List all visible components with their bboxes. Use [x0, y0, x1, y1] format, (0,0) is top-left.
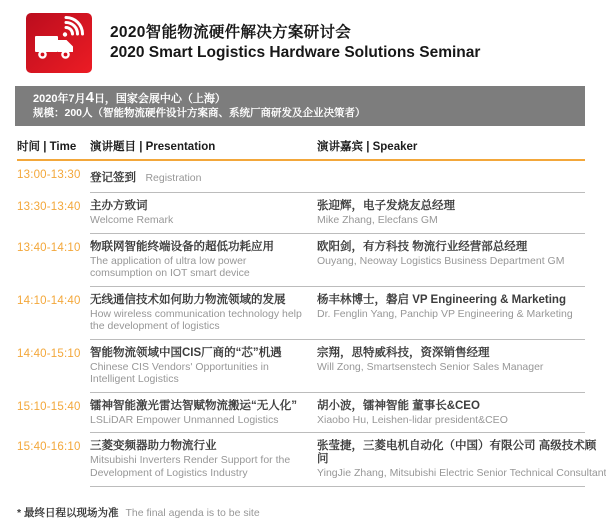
- agenda-row: [17, 161, 585, 192]
- session-time: 14:10-14:40: [17, 294, 81, 307]
- event-info-banner: [15, 86, 585, 126]
- speaker-name-en: Xiaobo Hu, Leishen-lidar president&CEO: [317, 413, 508, 426]
- speaker-name-en: YingJie Zhang, Mitsubishi Electric Senior Technical Consultant: [317, 467, 606, 479]
- session-time: 14:40-15:10: [17, 347, 81, 360]
- speaker-name-en: Ouyang, Neoway Logistics Business Department GM: [317, 254, 565, 267]
- event-date-prefix: 2020年7月: [33, 93, 86, 105]
- agenda-table: [17, 138, 606, 487]
- presentation-title-en: How wireless communication technology help the development of logistics: [90, 307, 302, 332]
- session-time: 15:40-16:10: [17, 441, 81, 453]
- session-presentation: [90, 168, 317, 186]
- column-header-presentation: 演讲题目 | Presentation: [90, 141, 216, 153]
- session-speaker: [317, 440, 606, 480]
- presentation-title-zh: 无线通信技术如何助力物流领域的发展: [90, 293, 286, 306]
- speaker-name-zh: 张莹捷，三菱电机自动化（中国）有限公司 高级技术顾问: [317, 440, 597, 465]
- session-presentation: [90, 294, 317, 333]
- agenda-rows: [17, 161, 606, 487]
- event-date-day: 4: [85, 89, 94, 106]
- session-time: 13:00-13:30: [17, 169, 81, 181]
- agenda-row: [17, 340, 585, 392]
- agenda-footnote: [17, 505, 585, 520]
- presentation-title-en: Registration: [145, 172, 202, 184]
- session-speaker: [317, 200, 585, 227]
- footnote-zh: * 最终日程以现场为准: [17, 506, 119, 519]
- speaker-name-zh: 张迎辉，电子发烧友总经理: [317, 200, 455, 212]
- presentation-title-zh: 智能物流领域中国CIS厂商的“芯”机遇: [90, 346, 282, 359]
- presentation-title-zh: 物联网智能终端设备的超低功耗应用: [90, 240, 274, 253]
- session-presentation: [90, 241, 317, 280]
- session-speaker: [317, 168, 585, 186]
- session-speaker: [317, 400, 585, 427]
- event-scale-audience: 规模：200人（智能物流硬件设计方案商、系统厂商研发及企业决策者）: [33, 107, 366, 119]
- agenda-row: [17, 234, 585, 286]
- footnote-en: The final agenda is to be site: [125, 506, 260, 519]
- column-header-speaker: 演讲嘉宾 | Speaker: [317, 141, 418, 153]
- presentation-title-zh: 登记签到: [90, 172, 136, 184]
- agenda-row: [17, 393, 585, 433]
- speaker-name-en: Will Zong, Smartsenstech Senior Sales Manager: [317, 360, 544, 373]
- agenda-row: [17, 433, 606, 486]
- event-date-suffix: 日，国家会展中心（上海）: [93, 93, 226, 105]
- speaker-name-zh: 杨丰林博士，磐启 VP Engineering & Marketing: [317, 293, 566, 306]
- presentation-title-en: Welcome Remark: [90, 214, 174, 226]
- session-speaker: [317, 294, 585, 333]
- speaker-name-zh: 宗翔，思特威科技，资深销售经理: [317, 346, 490, 359]
- agenda-row: [17, 193, 585, 233]
- session-presentation: [90, 440, 317, 480]
- session-presentation: [90, 200, 317, 227]
- speaker-name-zh: 欧阳剑，有方科技 物流行业经营部总经理: [317, 240, 528, 253]
- presentation-title-en: The application of ultra low power comsumption on IOT smart device: [90, 254, 250, 279]
- seminar-header: [26, 13, 585, 73]
- presentation-title-en: Mitsubishi Inverters Render Support for the Development of Logistics Industry: [90, 454, 291, 479]
- speaker-name-en: Mike Zhang, Elecfans GM: [317, 214, 438, 226]
- session-speaker: [317, 241, 585, 280]
- page-title-en: 2020 Smart Logistics Hardware Solutions Seminar: [110, 44, 481, 61]
- column-header-time: 时间 | Time: [17, 141, 77, 153]
- event-date-location: [33, 90, 575, 107]
- page-title-zh: 2020智能物流硬件解决方案研讨会: [110, 24, 352, 41]
- row-divider: [90, 486, 585, 487]
- agenda-header-row: [17, 138, 585, 159]
- session-time: 13:40-14:10: [17, 241, 81, 254]
- session-time: 15:10-15:40: [17, 400, 81, 413]
- speaker-name-en: Dr. Fenglin Yang, Panchip VP Engineering & Marketing: [317, 307, 573, 320]
- truck-wifi-icon: [26, 13, 92, 73]
- presentation-title-zh: 镭神智能激光雷达智赋物流搬运“无人化”: [90, 399, 297, 412]
- agenda-row: [17, 287, 585, 339]
- presentation-title-en: LSLiDAR Empower Unmanned Logistics: [90, 413, 279, 426]
- session-speaker: [317, 347, 585, 386]
- session-presentation: [90, 347, 317, 386]
- presentation-title-zh: 主办方致词: [90, 200, 148, 212]
- speaker-name-zh: 胡小波，镭神智能 董事长&CEO: [317, 399, 480, 412]
- presentation-title-zh: 三菱变频器助力物流行业: [90, 440, 217, 452]
- session-time: 13:30-13:40: [17, 201, 81, 213]
- presentation-title-en: Chinese CIS Vendors' Opportunities in Intelligent Logistics: [90, 360, 269, 385]
- session-presentation: [90, 400, 317, 427]
